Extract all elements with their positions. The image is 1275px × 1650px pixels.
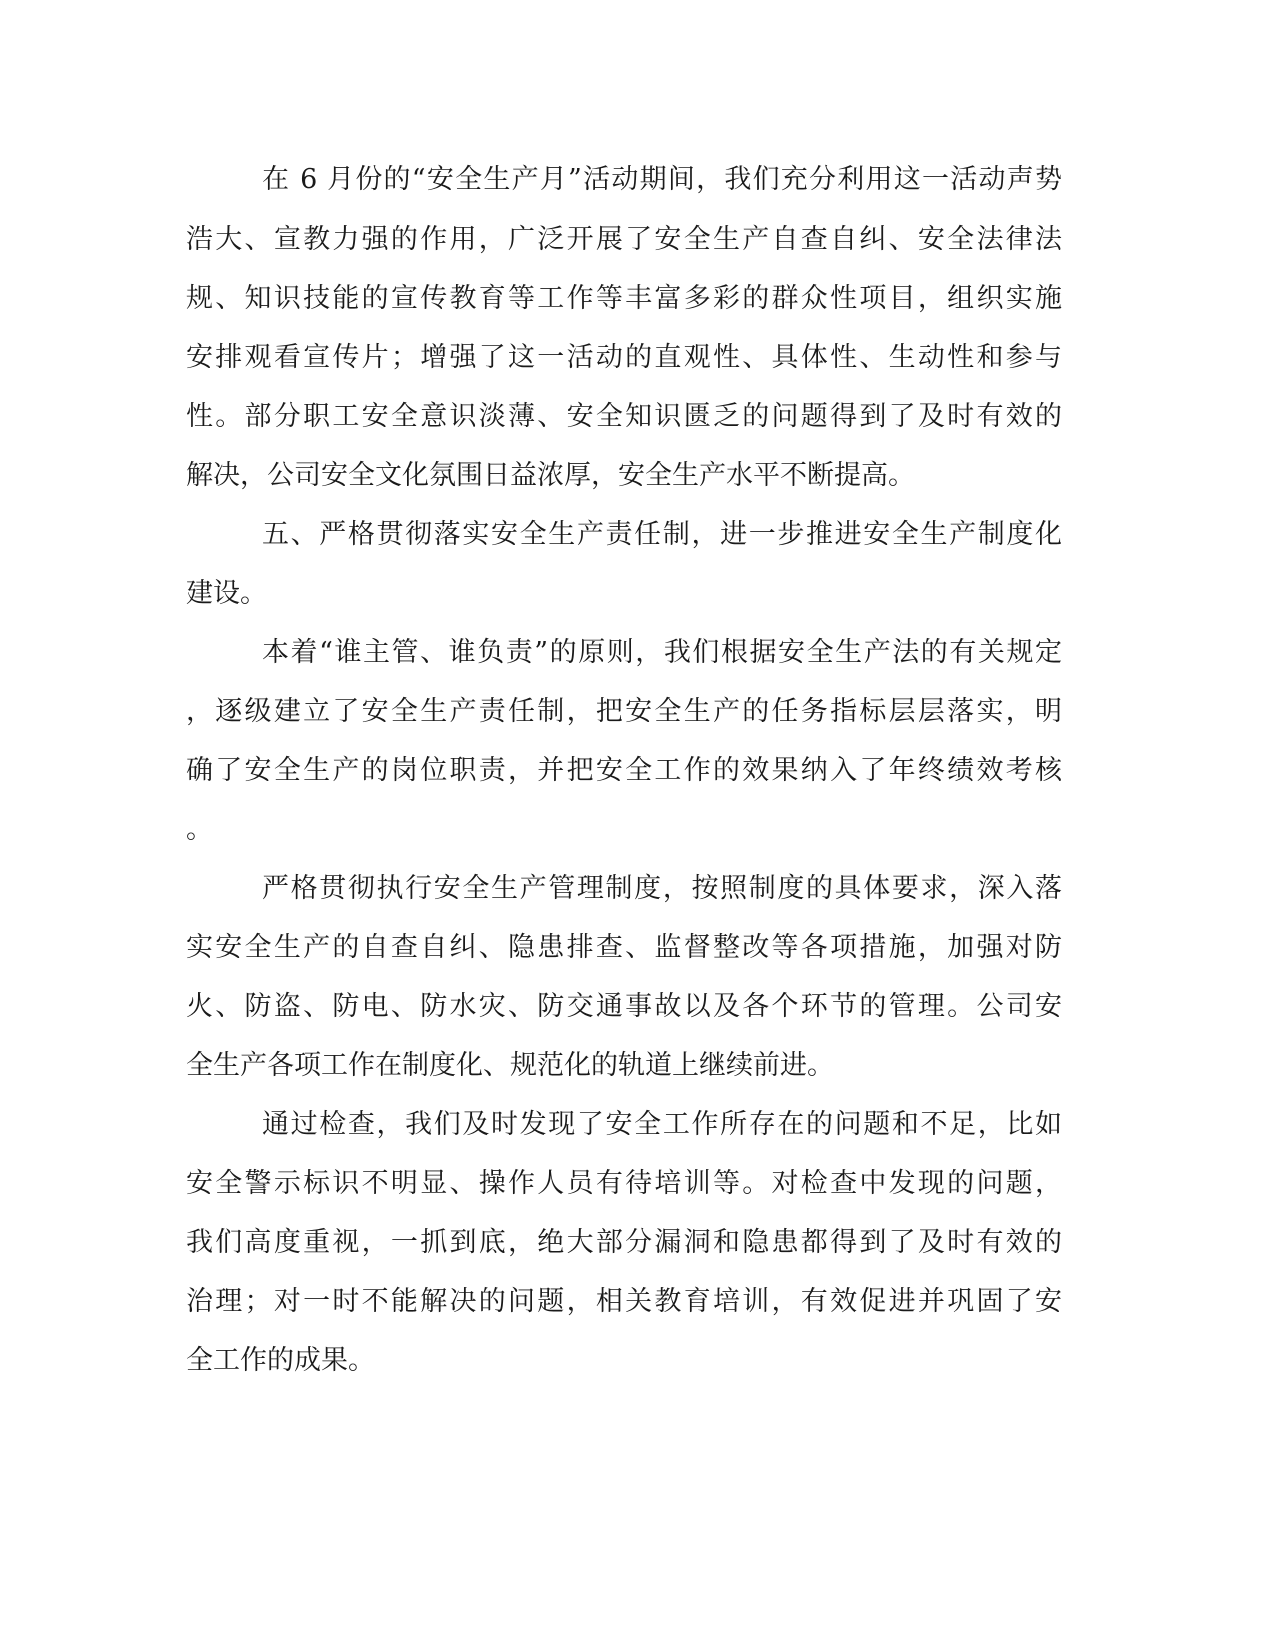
section-heading-line-2: 建设。 [186,578,267,609]
paragraph-5-line-2: 安全警示标识不明显、操作人员有待培训等。对检查中发现的问题， [186,1168,1062,1199]
paragraph-1-line-1: 在 6 月份的“安全生产月”活动期间，我们充分利用这一活动声势 [262,164,1062,195]
paragraph-1-line-6: 解决，公司安全文化氛围日益浓厚，安全生产水平不断提高。 [186,460,915,491]
paragraph-5-line-4: 治理；对一时不能解决的问题，相关教育培训，有效促进并巩固了安 [186,1286,1062,1317]
paragraph-5-line-3: 我们高度重视，一抓到底，绝大部分漏洞和隐患都得到了及时有效的 [186,1227,1062,1258]
paragraph-5-line-1: 通过检查，我们及时发现了安全工作所存在的问题和不足，比如 [262,1109,1062,1140]
paragraph-4-line-3: 火、防盗、防电、防水灾、防交通事故以及各个环节的管理。公司安 [186,991,1062,1022]
paragraph-1-line-2: 浩大、宣教力强的作用，广泛开展了安全生产自查自纠、安全法律法 [186,224,1062,255]
paragraph-5-line-5: 全工作的成果。 [186,1345,375,1376]
paragraph-3-line-1: 本着“谁主管、谁负责”的原则，我们根据安全生产法的有关规定 [262,637,1062,668]
paragraph-4-line-4: 全生产各项工作在制度化、规范化的轨道上继续前进。 [186,1050,834,1081]
paragraph-4-line-2: 实安全生产的自查自纠、隐患排查、监督整改等各项措施，加强对防 [186,932,1062,963]
paragraph-3-line-3: 确了安全生产的岗位职责，并把安全工作的效果纳入了年终绩效考核 [186,755,1062,786]
paragraph-1-line-3: 规、知识技能的宣传教育等工作等丰富多彩的群众性项目，组织实施 [186,283,1062,314]
paragraph-1-line-4: 安排观看宣传片；增强了这一活动的直观性、具体性、生动性和参与 [186,342,1062,373]
paragraph-3-line-4: 。 [186,814,213,845]
section-heading-line-1: 五、严格贯彻落实安全生产责任制，进一步推进安全生产制度化 [262,519,1062,550]
paragraph-1-line-5: 性。部分职工安全意识淡薄、安全知识匮乏的问题得到了及时有效的 [186,401,1062,432]
paragraph-4-line-1: 严格贯彻执行安全生产管理制度，按照制度的具体要求，深入落 [262,873,1062,904]
paragraph-3-line-2: ，逐级建立了安全生产责任制，把安全生产的任务指标层层落实，明 [186,696,1062,727]
